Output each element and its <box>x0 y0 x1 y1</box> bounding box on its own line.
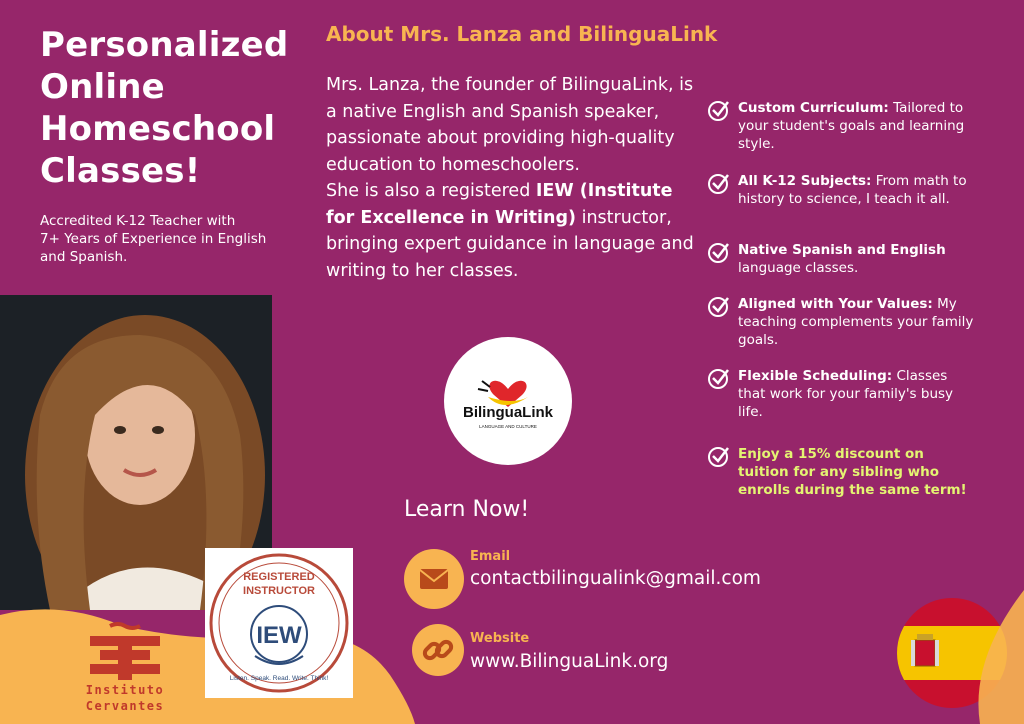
iew-arc-line1: REGISTERED <box>243 571 315 583</box>
email-link[interactable]: contactbilingualink@gmail.com <box>470 568 761 589</box>
check-circle-icon <box>708 295 730 317</box>
check-circle-icon <box>708 241 730 263</box>
feature-item <box>708 172 978 208</box>
feature-desc: From math to history to science, I teach it all. <box>738 173 967 207</box>
iew-mark: IEW <box>256 622 302 649</box>
teacher-credentials: Accredited K-12 Teacher with 7+ Years of Experience in English and Spanish. <box>40 213 267 265</box>
email-label: Email <box>470 549 511 564</box>
iew-arc-line2: INSTRUCTOR <box>243 585 315 597</box>
check-circle-icon <box>708 367 730 389</box>
feature-title: Aligned with Your Values: <box>738 296 933 312</box>
feature-item <box>708 295 978 349</box>
feature-desc: Tailored to your student's goals and learning style. <box>738 100 965 152</box>
cervantes-line2: Cervantes <box>85 699 165 713</box>
discount-promo <box>708 445 978 499</box>
page-title: Personalized Online Homeschool Classes! <box>40 25 289 191</box>
website-label: Website <box>470 631 530 646</box>
decorative-corner <box>960 590 1024 724</box>
feature-title: All K-12 Subjects: <box>738 173 872 189</box>
bilingualink-logo <box>444 337 572 465</box>
link-icon <box>412 624 464 676</box>
about-p2-post: instructor, bringing expert guidance in language and writing to her classes. <box>326 207 694 281</box>
feature-desc: language classes. <box>738 260 859 276</box>
check-circle-icon <box>708 172 730 194</box>
feature-item <box>708 367 978 421</box>
about-heading: About Mrs. Lanza and BilinguaLink <box>326 22 718 46</box>
check-circle-icon <box>708 445 730 467</box>
logo-name: BilinguaLink <box>463 404 553 421</box>
iew-motto: Listen. Speak. Read. Write. Think! <box>229 675 329 682</box>
promo-text: Enjoy a 15% discount on tuition for any sibling who enrolls during the same term! <box>738 446 967 498</box>
cervantes-logo-icon <box>80 622 170 682</box>
feature-title: Custom Curriculum: <box>738 100 889 116</box>
check-circle-icon <box>708 99 730 121</box>
about-p2-bold: IEW (Institute for Excellence in Writing) <box>326 181 673 228</box>
email-icon <box>404 549 464 609</box>
feature-item <box>708 241 978 277</box>
feature-desc: My teaching complements your family goals. <box>738 296 974 348</box>
about-paragraph-2 <box>326 178 696 284</box>
feature-desc: Classes that work for your family's busy life. <box>738 368 954 420</box>
cervantes-wordmark <box>70 682 180 714</box>
website-link[interactable]: www.BilinguaLink.org <box>470 651 669 672</box>
learn-now-heading: Learn Now! <box>404 497 530 522</box>
feature-title: Native Spanish and English <box>738 242 946 258</box>
cervantes-line1: Instituto <box>85 683 165 697</box>
feature-item <box>708 99 978 153</box>
about-text <box>326 72 696 284</box>
about-paragraph-1: Mrs. Lanza, the founder of BilinguaLink, is a native English and Spanish speaker, passionate about providing high-quality education to homeschoolers. <box>326 75 694 175</box>
about-p2-pre: She is also a registered <box>326 181 536 201</box>
logo-tagline: LANGUAGE AND CULTURE <box>479 424 537 429</box>
feature-title: Flexible Scheduling: <box>738 368 893 384</box>
iew-badge <box>205 548 353 698</box>
